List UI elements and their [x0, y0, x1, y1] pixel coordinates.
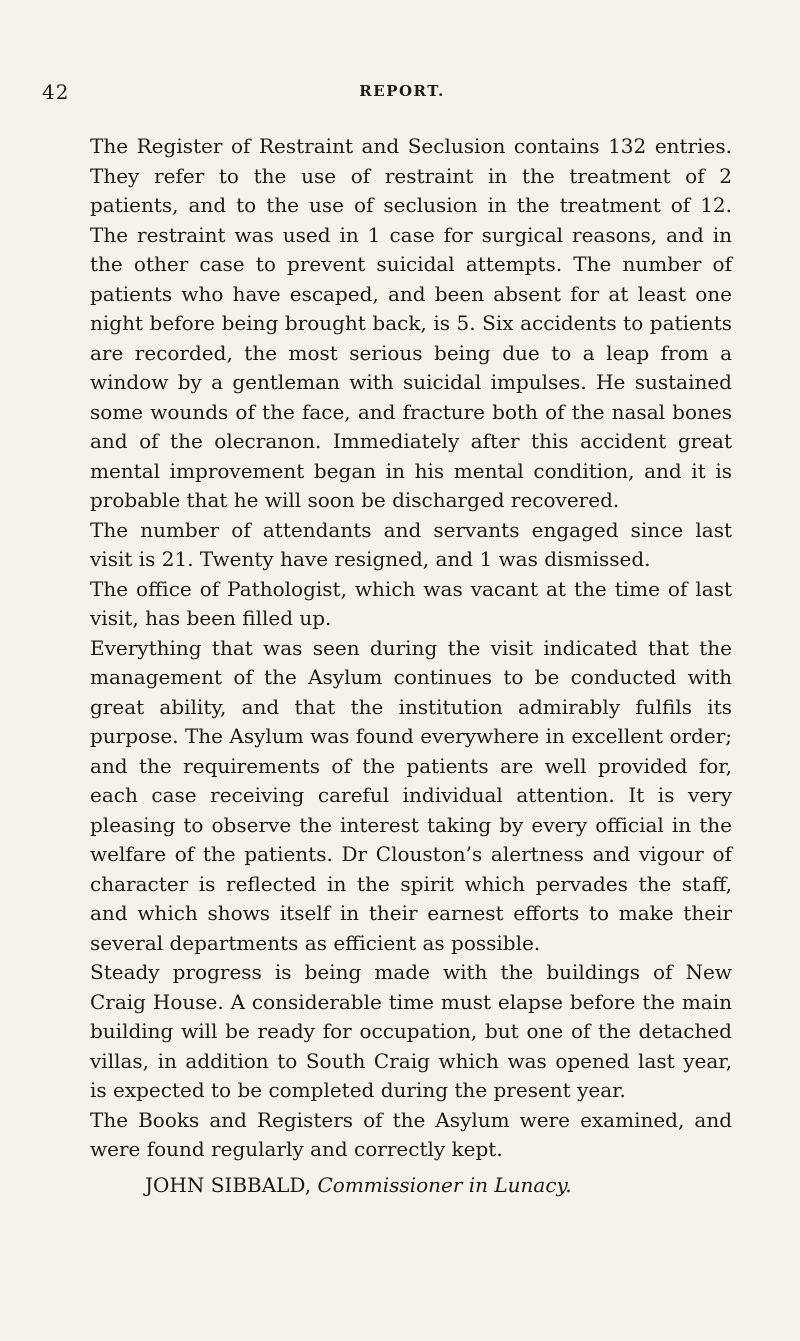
- signature-name: JOHN SIBBALD,: [145, 1172, 312, 1197]
- paragraph-attendants: The number of attendants and servants engaged since last visit is 21. Twenty have resigned, and 1 was dismissed.: [90, 517, 732, 571]
- signature-title: Commissioner in Lunacy.: [317, 1172, 572, 1197]
- page-header: [42, 80, 762, 106]
- paragraph-books-registers: The Books and Registers of the Asylum were examined, and were found regularly and correctly kept.: [90, 1107, 732, 1161]
- paragraph-management: Everything that was seen during the visit indicated that the management of the Asylum continues to be conducted with great ability, and that the institution admirably fulfils its purpose. The Asylum was found everywhere in excellent order; and the requirements of the patients are well provided for, each case receiving careful individual attention. It is very pleasing to observe the interest taking by every official in the welfare of the patients. Dr Clouston’s alertness and vigour of character is reflected in the spirit which pervades the staff, and which shows itself in their earnest efforts to make their several departments as efficient as possible.: [90, 635, 732, 955]
- paragraph-pathologist: The office of Pathologist, which was vacant at the time of last visit, has been filled up.: [90, 576, 732, 630]
- report-body: [90, 132, 732, 1200]
- paragraph-new-craig-house: Steady progress is being made with the buildings of New Craig House. A considerable time must elapse before the main building will be ready for occupation, but one of the detached villas, in addition to South Craig which was opened last year, is expected to be completed during the present year.: [90, 960, 732, 1102]
- running-head: REPORT.: [359, 82, 445, 100]
- signature: [90, 1171, 732, 1201]
- paragraph-restraint-register: The Register of Restraint and Seclusion contains 132 entries. They refer to the use of restraint in the treatment of 2 patients, and to the use of seclusion in the treatment of 12. The restraint was used in 1 case for surgical reasons, and in the other case to prevent suicidal attempts. The number of patients who have escaped, and been absent for at least one night before being brought back, is 5. Six accidents to patients are recorded, the most serious being due to a leap from a window by a gentleman with suicidal impulses. He sustained some wounds of the face, and fracture both of the nasal bones and of the olecranon. Immediately after this accident great mental improvement began in his mental condition, and it is probable that he will soon be discharged recovered.: [90, 134, 732, 512]
- page-number: 42: [42, 80, 70, 104]
